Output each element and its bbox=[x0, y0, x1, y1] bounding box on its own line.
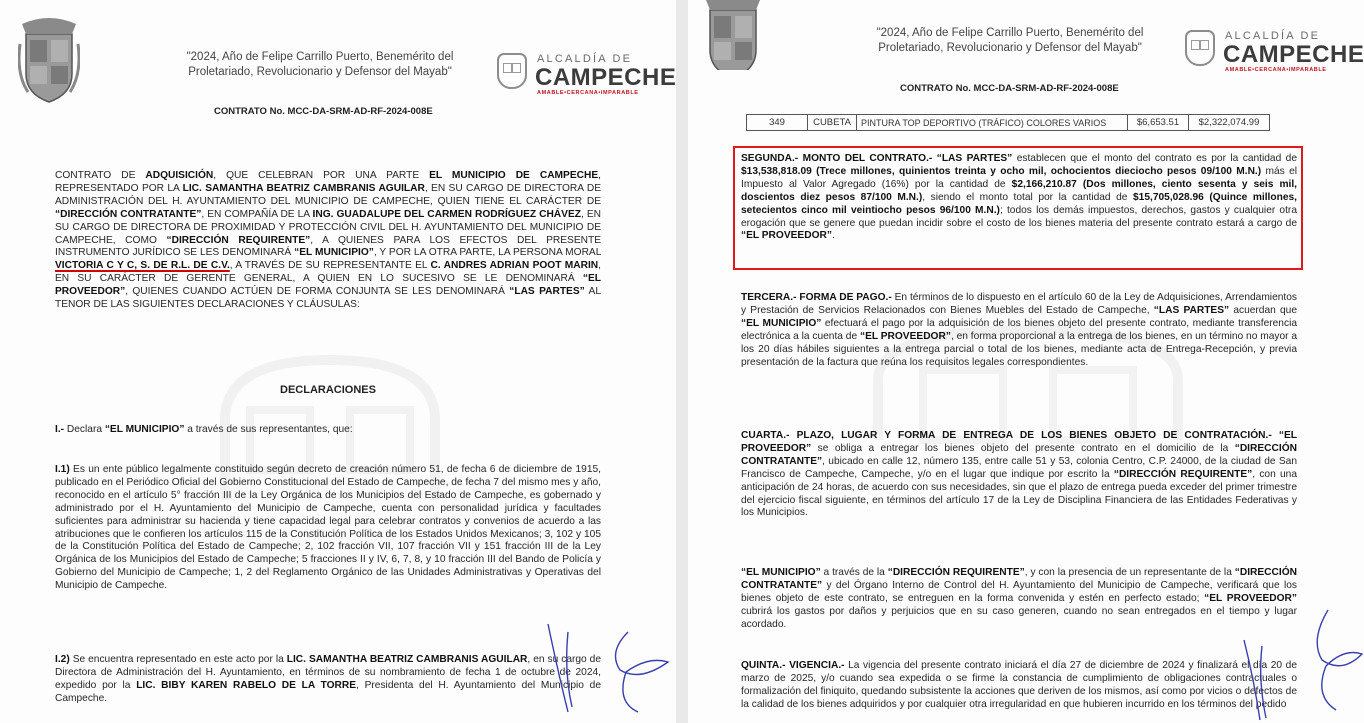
description-cell: PINTURA TOP DEPORTIVO (TRÁFICO) COLORES VARIOS bbox=[857, 115, 1128, 131]
logo-tagline: AMABLE•CERCANA•IMPARABLE bbox=[537, 90, 639, 96]
clause-cuarta-verification: “EL MUNICIPIO” a través de la “DIRECCIÓN REQUIRENTE”, y con la presencia de un representante de la “DIRECCIÓN CONTRATANTE” y del Órgano Interno de Control del H. Ayuntamiento del Municipio de Campeche, verificará que los bienes objeto de este contrato, se entreguen en la forma convenida y estén en perfecto estado; “EL PROVEEDOR” cubrirá los gastos por daños y perjuicios que en su caso generen, cuando no sean entregados en el tiempo y lugar acordado. bbox=[741, 567, 1298, 630]
declaration-i-1: I.1) Es un ente público legalmente constituido según decreto de creación número 51, de fecha 6 de diciembre de 1915, publicado en el Periódico Oficial del Gobierno Constitucional del Estado de Campeche, de fecha 7 del mismo mes y año, reconocido en el artículo 5° fracción III de la Ley Orgánica de los Municipios del Estado de Campeche, es gobernado y administrado por el H. Ayuntamiento del Municipio de Campeche, cuenta con personalidad jurídica y facultades suficientes para administrar su hacienda y tiene capacidad legal para celebrar contratos y convenios de acuerdo a las atribuciones que le confieren los artículos 115 de la Constitución Política de los Estados Unidos Mexicanos; 3, 102 y 105 de la Constitución Política del Estado de Campeche; 2, 102 fracción VII, 107 fracción VII y 151 fracción III de la Ley Orgánica de los Municipios del Estado de Campeche; 5 fracciones II y IV, 6, 7, 8, y 10 fracción III del Bando de Policía y Gobierno del Municipio de Campeche; 1, 2 del Reglamento Orgánico de las Unidades Administrativas y Operativas del Municipio de Campeche. bbox=[55, 464, 601, 592]
declaration-i-2: I.2) Se encuentra representado en este acto por la LIC. SAMANTHA BEATRIZ CAMBRANIS AGUILAR, en su cargo de Directora de Administración del H. Ayuntamiento, en términos de su nombramiento de fecha 1 de octubre de 2024, expedido por la LIC. BIBY KAREN RABELO DE LA TORRE, Presidenta del H. Ayuntamiento del Municipio de Campeche. bbox=[55, 654, 602, 704]
signature-mark bbox=[1228, 600, 1364, 723]
alcaldia-emblem-icon bbox=[1185, 30, 1215, 66]
clause-quinta: QUINTA.- VIGENCIA.- La vigencia del presente contrato iniciará el día 27 de diciembre de 2024 y finalizará el día 20 de marzo de 2025, y/o cuando sea expedida o se firme la constancia de cumplimiento de obligaciones contractuales o formalización del finiquito, quedando subsistente la acciones que deriven de los mismos, así como por vicios o defectos de la calidad de los bienes adquiridos y por cualquier otra irregularidad en que hubieren incurrido en los términos del pedido bbox=[741, 660, 1297, 710]
contract-preamble: CONTRATO DE ADQUISICIÓN, QUE CELEBRAN POR UNA PARTE EL MUNICIPIO DE CAMPECHE, REPRESENTADO POR LA LIC. SAMANTHA BEATRIZ CAMBRANIS AGUILAR, EN SU CARGO DE DIRECTORA DE ADMINISTRACIÓN DEL H. AYUNTAMIENTO DEL MUNICIPIO DE CAMPECHE, QUIEN TIENE EL CARÁCTER DE “DIRECCIÓN CONTRATANTE”, EN COMPAÑÍA DE LA ING. GUADALUPE DEL CARMEN RODRÍGUEZ CHÁVEZ, EN SU CARGO DE DIRECTORA DE PROXIMIDAD Y PROTECCIÓN CIVIL DEL H. AYUNTAMIENTO DEL MUNICIPIO DE CAMPECHE, COMO “DIRECCIÓN REQUIRENTE”, A QUIENES PARA LOS EFECTOS DEL PRESENTE INSTRUMENTO JURÍDICO SE LES DENOMINARÁ “EL MUNICIPIO”, Y POR LA OTRA PARTE, LA PERSONA MORAL VICTORIA C Y C, S. DE R.L. DE C.V., A TRAVÉS DE SU REPRESENTANTE EL C. ANDRES ADRIAN POOT MARIN, EN SU CARÁCTER DE GERENTE GENERAL, A QUIEN EN LO SUCESIVO SE LE DENOMINARÁ “EL PROVEEDOR”, QUIENES CUANDO ACTÚEN DE FORMA CONJUNTA SE LES DENOMINARÁ “LAS PARTES” AL TENOR DE LAS SIGUIENTES DECLARACIONES Y CLÁUSULAS: bbox=[55, 170, 602, 311]
page-gutter bbox=[676, 0, 688, 723]
unit-cell: CUBETA bbox=[808, 115, 857, 131]
signature-mark bbox=[528, 612, 676, 723]
logo-tagline: AMABLE•CERCANA•IMPARABLE bbox=[1225, 67, 1327, 73]
left-document-page bbox=[0, 0, 676, 723]
alcaldia-campeche-logo bbox=[497, 47, 676, 107]
logo-name: CAMPECHE bbox=[1223, 41, 1364, 68]
coat-of-arms-icon bbox=[702, 0, 764, 70]
header-motto: "2024, Año de Felipe Carrillo Puerto, Benemérito del Proletariado, Revolucionario y Defensor del Mayab" bbox=[186, 51, 454, 78]
contract-number: CONTRATO No. MCC-DA-SRM-AD-RF-2024-008E bbox=[214, 106, 433, 117]
unit-price-cell: $6,653.51 bbox=[1128, 115, 1189, 131]
contract-number: CONTRATO No. MCC-DA-SRM-AD-RF-2024-008E bbox=[900, 83, 1119, 94]
item-number: 349 bbox=[747, 115, 808, 131]
alcaldia-campeche-logo bbox=[1185, 24, 1364, 84]
logo-name: CAMPECHE bbox=[535, 64, 676, 91]
declaraciones-heading: DECLARACIONES bbox=[280, 384, 376, 396]
table-row bbox=[747, 115, 1270, 131]
declaration-i: I.- Declara “EL MUNICIPIO” a través de sus representantes, que: bbox=[55, 424, 353, 435]
logo-top-text: ALCALDÍA DE bbox=[1225, 30, 1321, 42]
alcaldia-emblem-icon bbox=[497, 53, 527, 89]
goods-table bbox=[746, 114, 1270, 131]
header-motto: "2024, Año de Felipe Carrillo Puerto, Benemérito del Proletariado, Revolucionario y Defensor del Mayab" bbox=[876, 27, 1144, 54]
clause-tercera: TERCERA.- FORMA DE PAGO.- En términos de lo dispuesto en el artículo 60 de la Ley de Adquisiciones, Arrendamientos y Prestación de Servicios Relacionados con Bienes Muebles del Estado de Campeche, “LAS PARTES” acuerdan que “EL MUNICIPIO” efectuará el pago por la adquisición de los bienes objeto del presente contrato, mediante transferencia electrónica a la cuenta de “EL PROVEEDOR”, en forma proporcional a la entrega de los bienes, en un término no mayor a los 20 días hábiles siguientes a la entrega parcial o total de los bienes, mediante acta de Entrega-Recepción, y previa presentación de la factura que reúna los requisitos legales correspondientes. bbox=[741, 292, 1298, 368]
clause-segunda: SEGUNDA.- MONTO DEL CONTRATO.- “LAS PARTES” establecen que el monto del contrato es por la cantidad de $13,538,818.09 (Trece millones, quinientos treinta y ocho mil, ochocientos dieciocho pesos 09/100 M.N.) más el Impuesto al Valor Agregado (16%) por la cantidad de $2,166,210.87 (Dos millones, ciento sesenta y seis mil, doscientos diez pesos 87/100 M.N.), siendo el monto total por la cantidad de $15,705,028.96 (Quince millones, setecientos cinco mil veintiocho pesos 96/100 M.N.); todos los demás impuestos, derechos, gastos y cualquier otra erogación que se genere que puedan incidir sobre el costo de los bienes materia del presente contrato estará a cargo de “EL PROVEEDOR”. bbox=[741, 153, 1298, 242]
coat-of-arms-icon bbox=[18, 14, 80, 106]
right-document-page bbox=[688, 0, 1364, 723]
total-cell: $2,322,074.99 bbox=[1189, 115, 1270, 131]
logo-top-text: ALCALDÍA DE bbox=[537, 53, 633, 65]
clause-cuarta: CUARTA.- PLAZO, LUGAR Y FORMA DE ENTREGA DE LOS BIENES OBJETO DE CONTRATACIÓN.- “EL PROVEEDOR” se obliga a entregar los bienes objeto del presente contrato en el domicilio de la “DIRECCIÓN CONTRATANTE”, ubicado en calle 12, número 135, entre calle 51 y 53, colonia Centro, C.P. 24000, de la ciudad de San Francisco de Campeche, Campeche, y/o en el lugar que indique por escrito la “DIRECCIÓN REQUIRENTE”, con una anticipación de 24 horas, de acuerdo con sus necesidades, sin que el plazo de entrega pueda exceder del primer trimestre del ejercicio fiscal siguiente, en términos del artículo 17 de la Ley de Disciplina Financiera de las Entidades Federativas y los Municipios. bbox=[741, 430, 1297, 519]
